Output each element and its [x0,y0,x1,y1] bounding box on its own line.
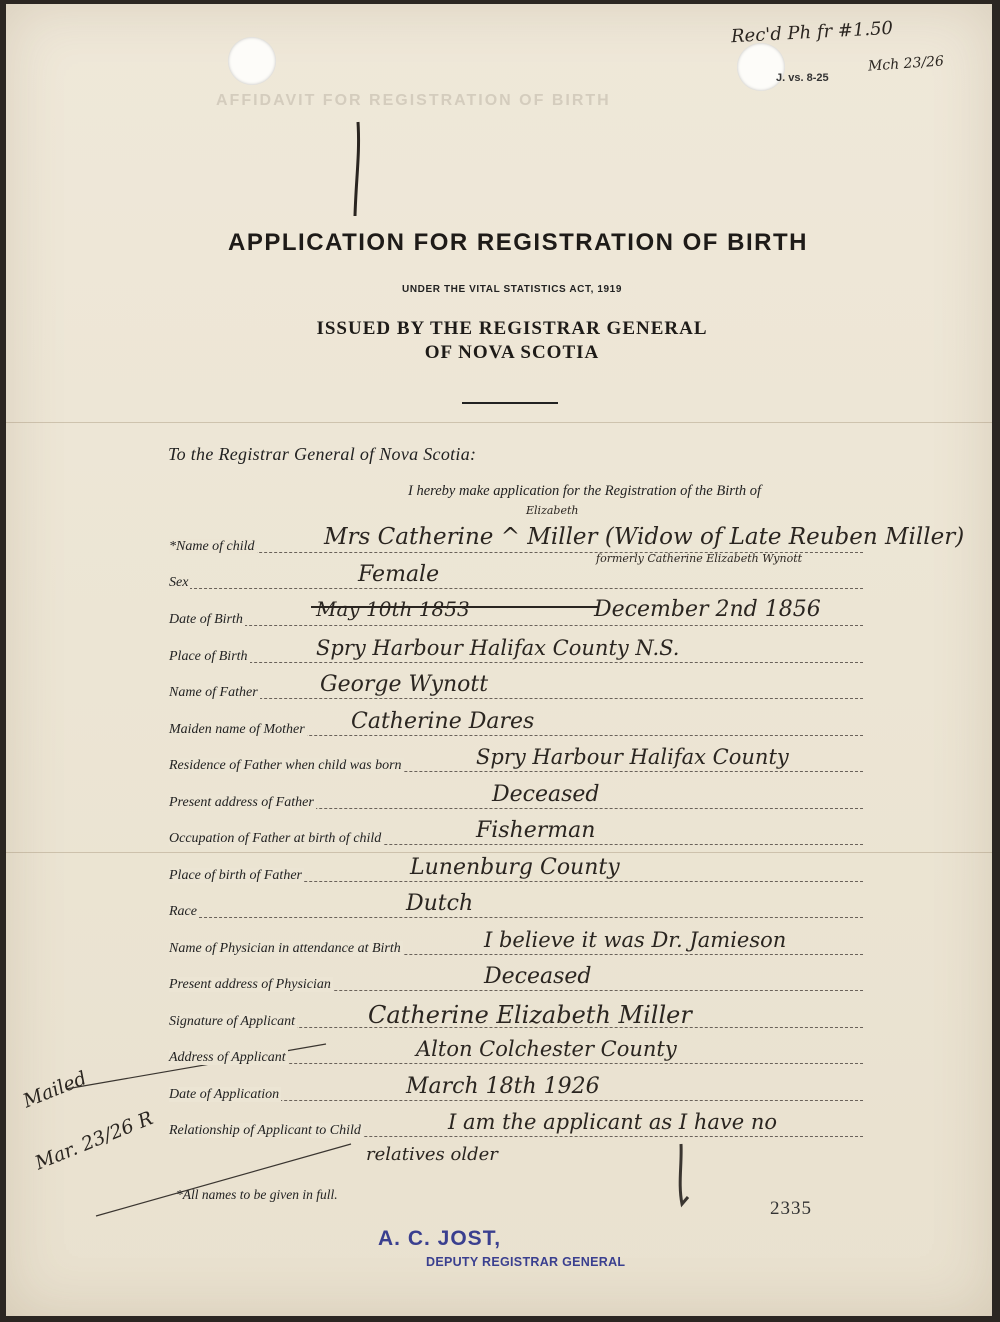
value-sex: Female [358,562,440,587]
value-name-of-child: Mrs Catherine ^ Miller (Widow of Late Reuben Miller) [324,524,965,550]
annotation-mailed-line-2: Mar. 23/26 R [32,1107,157,1175]
birth-application-form [6,4,992,1316]
field-date-of-birth: Date of Birth [169,609,863,629]
field-name-of-physician: Name of Physician in attendance at Birth [169,938,863,958]
field-relationship-of-applicant: Relationship of Applicant to Child [169,1120,863,1140]
value-place-of-birth: Spry Harbour Halifax County N.S. [316,636,680,660]
value-present-address-of-father: Deceased [492,782,600,807]
field-maiden-name-of-mother: Maiden name of Mother [169,719,863,739]
footnote: *All names to be given in full. [176,1187,338,1202]
check-mark [680,1144,688,1204]
issuer-line-1: ISSUED BY THE REGISTRAR GENERAL [316,318,708,339]
form-subtitle: UNDER THE VITAL STATISTICS ACT, 1919 [402,284,622,295]
value-name-of-physician: I believe it was Dr. Jamieson [484,928,787,952]
field-date-of-application: Date of Application [169,1084,863,1104]
field-residence-of-father: Residence of Father when child was born [169,755,863,775]
form-title: APPLICATION FOR REGISTRATION OF BIRTH [228,229,808,256]
value-maiden-name-of-mother: Catherine Dares [351,709,535,734]
divider [462,402,558,404]
value-name-of-father: George Wynott [320,672,489,697]
salutation: To the Registrar General of Nova Scotia: [168,444,477,464]
value-residence-of-father: Spry Harbour Halifax County [476,745,789,769]
bleed-through-text: AFFIDAVIT FOR REGISTRATION OF BIRTH [216,92,611,109]
value-date-of-birth-struck: May 10th 1853 [316,597,470,621]
issuer-heading [6,317,992,365]
value-place-of-birth-of-father: Lunenburg County [410,855,620,880]
field-race: Race [169,901,863,921]
field-place-of-birth: Place of Birth [169,646,863,666]
field-address-of-applicant: Address of Applicant [169,1047,863,1067]
value-signature-of-applicant: Catherine Elizabeth Miller [368,1001,692,1029]
pen-stroke-mark [355,122,359,216]
issuer-line-2: OF NOVA SCOTIA [424,342,600,363]
field-sex: Sex [169,572,863,592]
annotation-mailed-line-1: Mailed [20,1067,90,1113]
intro-text: I hereby make application for the Registration of the Birth of [408,483,762,499]
value-race: Dutch [406,891,474,916]
field-signature-of-applicant: Signature of Applicant [169,1011,863,1031]
registrar-stamp-name: A. C. JOST, [378,1227,502,1250]
value-date-of-birth: December 2nd 1856 [594,597,821,622]
form-code: J. vs. 8-25 [776,72,829,84]
field-place-of-birth-of-father: Place of birth of Father [169,865,863,885]
value-present-address-of-physician: Deceased [484,964,592,989]
value-name-note: formerly Catherine Elizabeth Wynott [596,552,803,565]
value-address-of-applicant: Alton Colchester County [416,1037,677,1061]
annotation-top-right-line-2: Mch 23/26 [867,53,945,75]
field-occupation-of-father: Occupation of Father at birth of child [169,828,863,848]
registrar-stamp-title: DEPUTY REGISTRAR GENERAL [426,1255,626,1269]
value-relationship-continuation: relatives older [366,1144,498,1165]
field-name-of-child: *Name of child [169,536,863,556]
field-name-of-father: Name of Father [169,682,863,702]
value-relationship-of-applicant: I am the applicant as I have no [448,1110,778,1134]
field-present-address-of-father: Present address of Father [169,792,863,812]
annotation-top-right-line-1: Rec'd Ph fr #1.50 [730,17,894,48]
field-present-address-of-physician: Present address of Physician [169,974,863,994]
value-occupation-of-father: Fisherman [476,818,596,843]
value-date-of-application: March 18th 1926 [406,1074,600,1099]
form-number: 2335 [770,1198,812,1219]
value-name-insertion: Elizabeth [526,504,579,517]
